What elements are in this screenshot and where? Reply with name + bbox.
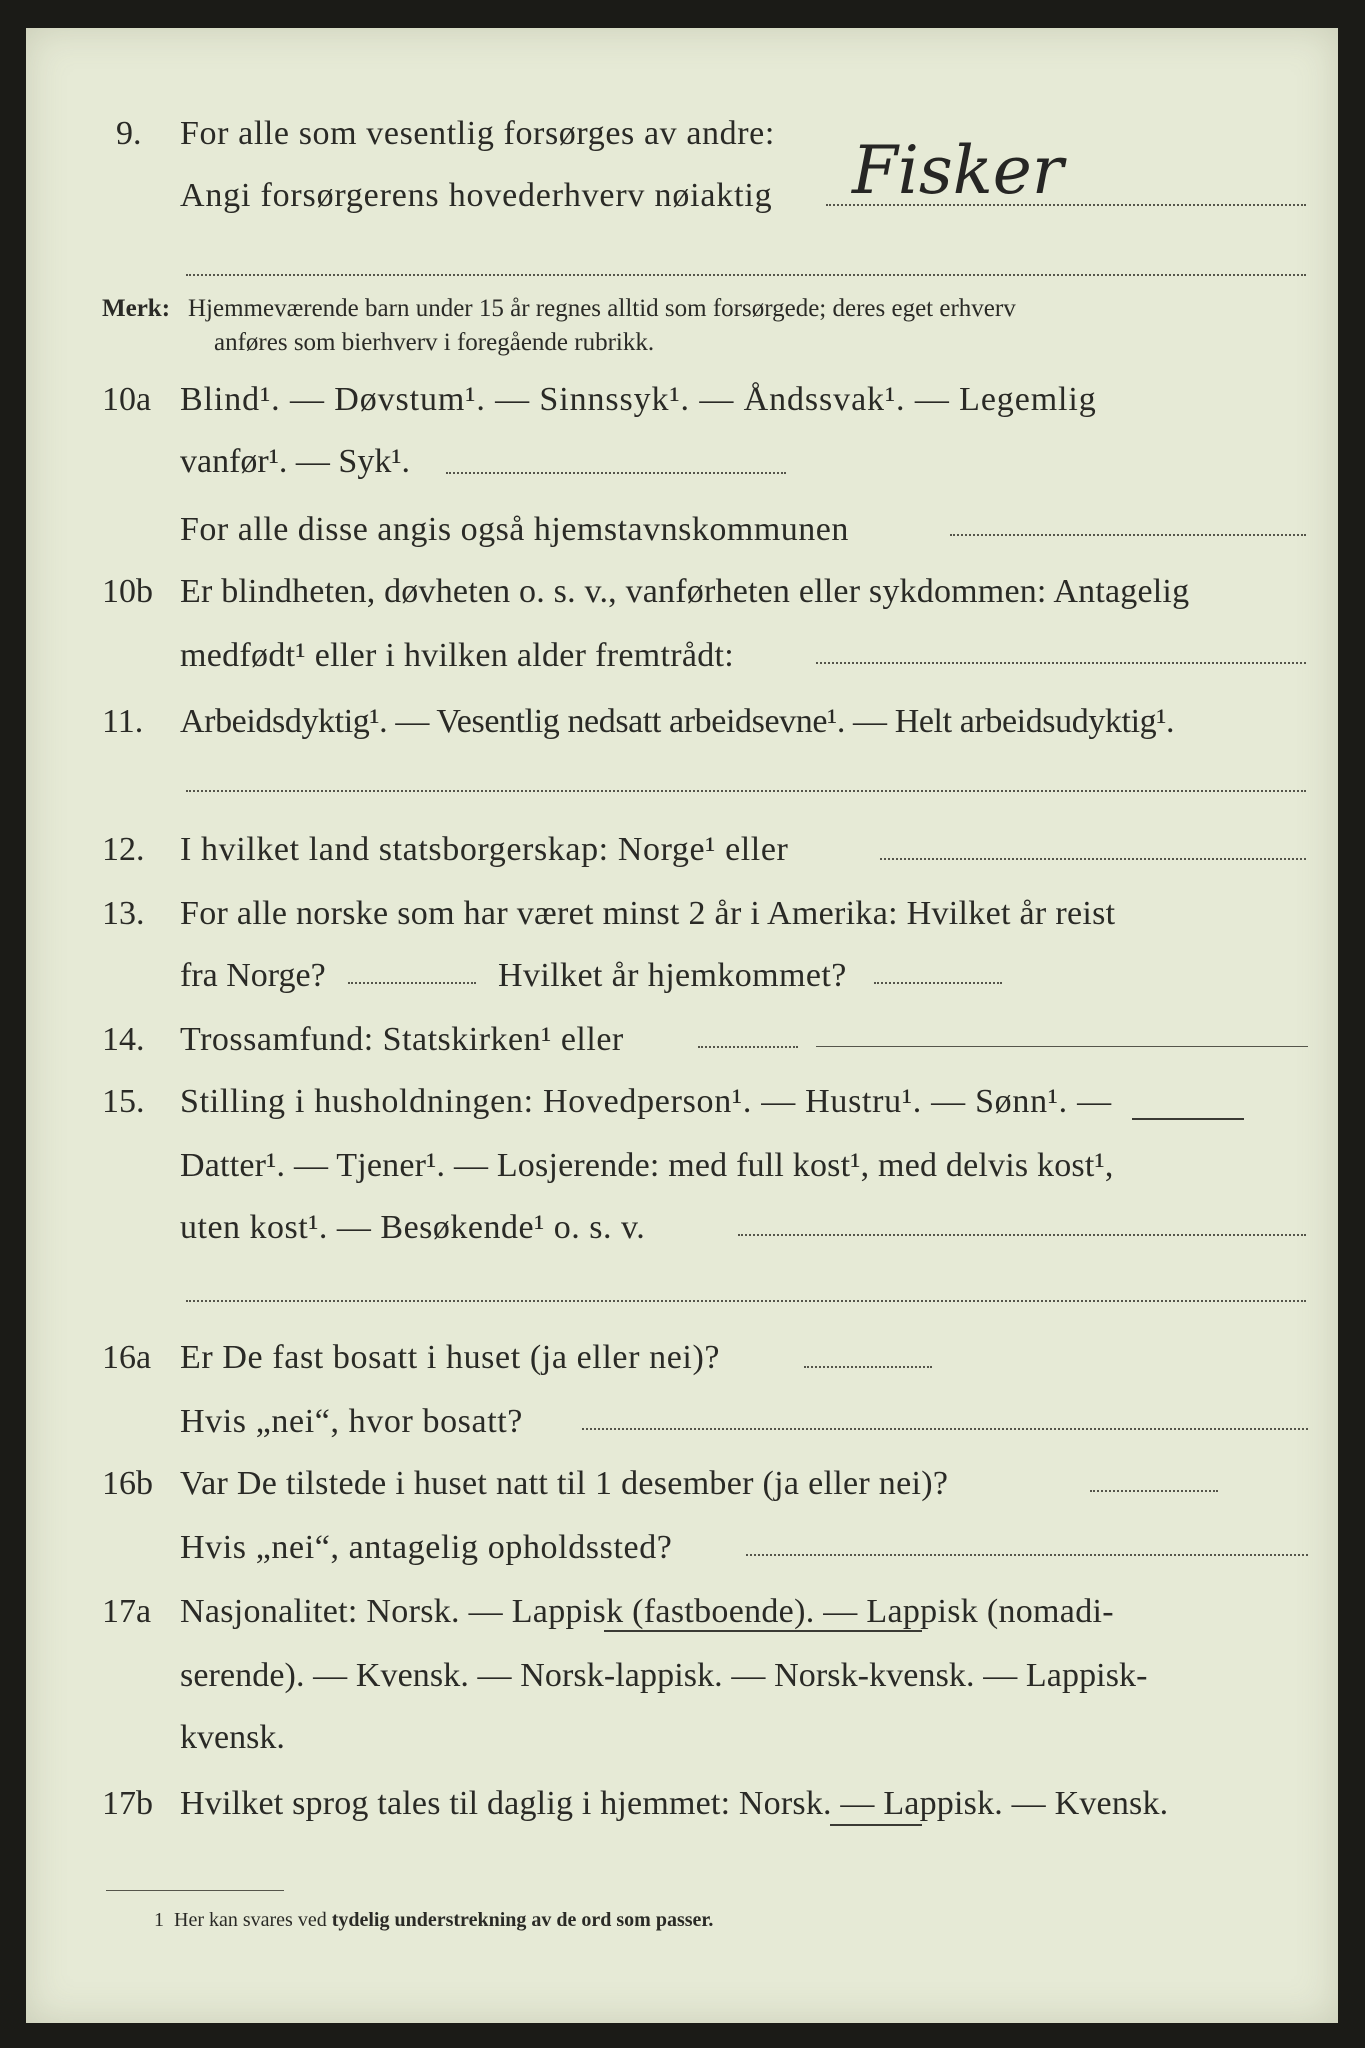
q15-number: 15.	[102, 1083, 145, 1120]
q16b-number: 16b	[102, 1465, 153, 1502]
q17a-number: 17a	[102, 1593, 152, 1630]
q17a-lappisk-underline	[604, 1630, 922, 1632]
q15-sonn-underline	[1132, 1118, 1244, 1120]
q16a-line1: Er De fast bosatt i huset (ja eller nei)?	[180, 1339, 721, 1376]
q15-line2: Datter¹. — Tjener¹. — Losjerende: med full kost¹, med delvis kost¹,	[180, 1147, 1114, 1184]
q16b-line1: Var De tilstede i huset natt til 1 desember (ja eller nei)?	[180, 1465, 949, 1502]
q13-hjemkommet-blank	[874, 982, 1002, 984]
q17a-line3: kvensk.	[180, 1719, 285, 1756]
footnote-text-plain: Her kan svares ved	[174, 1909, 327, 1931]
q16a-line2: Hvis „nei“, hvor bosatt?	[180, 1403, 523, 1440]
q10a-line3: For alle disse angis også hjemstavnskommunen	[180, 511, 849, 548]
q13-line2a: fra Norge?	[180, 957, 326, 994]
q11-line1: Arbeidsdyktig¹. — Vesentlig nedsatt arbeidsevne¹. — Helt arbeidsudyktig¹.	[180, 703, 1175, 740]
footnote-mark: 1	[154, 1909, 164, 1931]
merk-line2: anføres som bierhverv i foregående rubrikk.	[214, 329, 655, 356]
q14-blank-b	[816, 1046, 1308, 1047]
q16b-blank	[1090, 1490, 1218, 1492]
q9-answer: Fisker	[852, 132, 1064, 209]
q10b-line1: Er blindheten, døvheten o. s. v., vanførheten eller sykdommen: Antagelig	[180, 573, 1190, 610]
q14-line1: Trossamfund: Statskirken¹ eller	[180, 1021, 624, 1058]
q13-number: 13.	[102, 895, 145, 932]
census-form-page	[26, 28, 1338, 2023]
q16b-line2: Hvis „nei“, antagelig opholdssted?	[180, 1529, 673, 1566]
footnote-text-bold: tydelig understrekning av de ord som passer.	[331, 1909, 714, 1931]
q17b-line1: Hvilket sprog tales til daglig i hjemmet: Norsk. — Lappisk. — Kvensk.	[180, 1785, 1169, 1822]
q13-line1: For alle norske som har været minst 2 år i Amerika: Hvilket år reist	[180, 895, 1116, 932]
q15-blank-line	[186, 1300, 1306, 1302]
q16b-sted-blank	[746, 1554, 1308, 1556]
q12-number: 12.	[102, 831, 145, 868]
q9-blank-line	[186, 274, 1306, 276]
q11-blank-line	[186, 790, 1306, 792]
q17a-line2: serende). — Kvensk. — Norsk-lappisk. — Norsk-kvensk. — Lappisk-	[180, 1657, 1148, 1694]
q13-reist-blank	[348, 982, 476, 984]
q17b-number: 17b	[102, 1785, 153, 1822]
q13-line2b: Hvilket år hjemkommet?	[498, 957, 847, 994]
q9-line2: Angi forsørgerens hovederhverv nøiaktig	[180, 177, 773, 214]
q10a-line1: Blind¹. — Døvstum¹. — Sinnssyk¹. — Åndssvak¹. — Legemlig	[180, 381, 1097, 418]
q16a-number: 16a	[102, 1339, 152, 1376]
q10a-number: 10a	[102, 381, 152, 418]
q10a-line2: vanfør¹. — Syk¹.	[180, 443, 411, 480]
merk-label: Merk:	[102, 295, 171, 322]
footnote-rule	[106, 1890, 284, 1891]
q16a-bosatt-blank	[582, 1428, 1308, 1430]
q9-line1: For alle som vesentlig forsørges av andre:	[180, 115, 775, 152]
q16a-blank	[804, 1366, 932, 1368]
q10a-line2-blank	[446, 472, 786, 474]
q10b-blank	[816, 662, 1306, 664]
q15-line1: Stilling i husholdningen: Hovedperson¹. — Hustru¹. — Sønn¹. —	[180, 1083, 1112, 1120]
q14-number: 14.	[102, 1021, 145, 1058]
q12-line1: I hvilket land statsborgerskap: Norge¹ eller	[180, 831, 789, 868]
q15-line3: uten kost¹. — Besøkende¹ o. s. v.	[180, 1209, 646, 1246]
q10b-line2: medfødt¹ eller i hvilken alder fremtrådt:	[180, 637, 735, 674]
q10a-line3-blank	[950, 534, 1306, 536]
merk-line1: Hjemmeværende barn under 15 år regnes alltid som forsørgede; deres eget erhverv	[188, 295, 1016, 322]
q11-number: 11.	[102, 703, 144, 740]
q15-blank	[738, 1234, 1306, 1236]
q14-blank-a	[698, 1046, 798, 1048]
q17a-line1: Nasjonalitet: Norsk. — Lappisk (fastboende). — Lappisk (nomadi-	[180, 1593, 1114, 1630]
q17b-norsk-underline	[830, 1824, 922, 1826]
q10b-number: 10b	[102, 573, 153, 610]
q12-blank	[880, 858, 1306, 860]
q9-number: 9.	[116, 115, 142, 152]
footnote-text	[174, 1900, 713, 1940]
